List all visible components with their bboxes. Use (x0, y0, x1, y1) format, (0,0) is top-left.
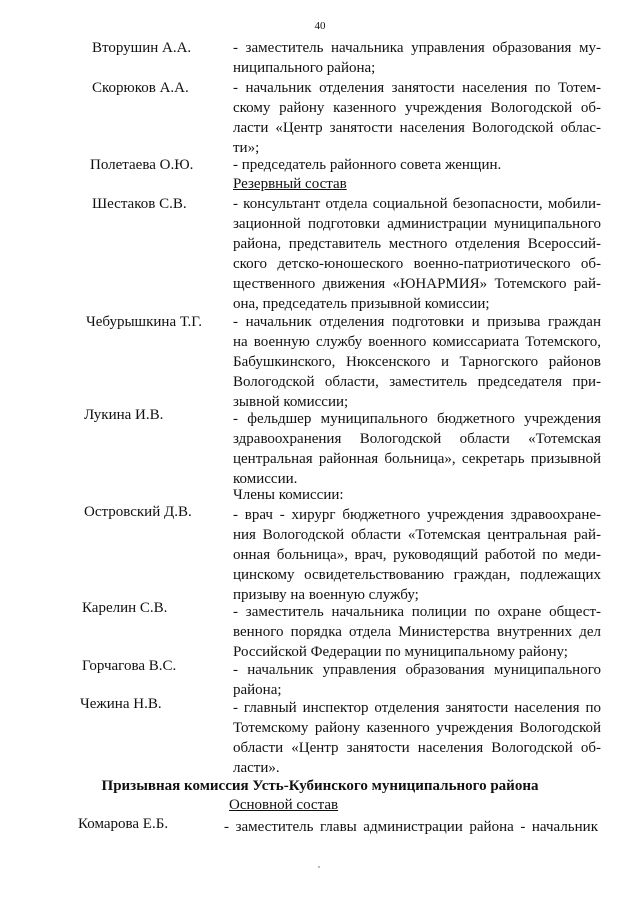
member-description: - заместитель начальника полиции по охране общест- венного порядка отдела Министерства внутренних дел Российской Федерации по муниципальному району; (233, 604, 601, 660)
member-name: Островский Д.В. (84, 504, 192, 520)
member-name: Шестаков С.В. (92, 196, 187, 212)
member-name: Вторушин А.А. (92, 40, 192, 56)
member-name: Полетаева О.Ю. (90, 157, 194, 173)
member-description: - начальник отделения подготовки и призыва граждан на военную службу военного комиссариата Тотемского, Бабушкинского, Нюксенского и Тарногского районов Вологодской области, заместитель председателя при- зывной комиссии; (233, 314, 601, 410)
member-description: - заместитель главы администрации района - начальник (224, 819, 598, 835)
member-description: - начальник отделения занятости населения по Тотем- скому району казенного учреждения Вологодской об- ласти «Центр занятости населения Вологодской облас- ти»; (233, 80, 601, 156)
main-heading: Основной состав (229, 797, 339, 813)
commission-heading: Члены комиссии: (233, 487, 344, 503)
member-description: - начальник управления образования муниципального района; (233, 662, 601, 698)
member-name: Чежина Н.В. (80, 696, 162, 712)
member-description: - врач - хирург бюджетного учреждения здравоохране- ния Вологодской области «Тотемская центральная рай- онная больница», врач, руководящий работой по меди- цинскому освидетельствованию граждан, подлежащих призыву на военную службу; (233, 507, 601, 603)
member-description: - фельдшер муниципального бюджетного учреждения здравоохранения Вологодской области «Тотемская центральная районная больница», секретарь призывной комиссии. (233, 411, 601, 487)
reserve-heading: Резервный состав (233, 176, 347, 192)
page-number: 40 (314, 20, 326, 32)
member-description: - главный инспектор отделения занятости населения по Тотемскому району казенного учреждения Вологодской области «Центр занятости населения Вологодской об- ласти». (233, 700, 601, 776)
section-title: Призывная комиссия Усть-Кубинского муниципального района (101, 778, 539, 794)
member-description: - заместитель начальника управления образования му- ниципального района; (233, 40, 601, 76)
member-name: Лукина И.В. (84, 407, 164, 423)
member-name: Скорюков А.А. (92, 80, 189, 96)
member-name: Чебурышкина Т.Г. (86, 314, 202, 330)
member-name: Комарова Е.Б. (78, 816, 169, 832)
member-description: - консультант отдела социальной безопасности, мобили- зационной подготовки администрации муниципального района, представитель местного отделения Всероссий- ского детско-юношеского военно-патриотического об- щественного движения «ЮНАРМИЯ» Тотемского рай- она, председатель призывной комиссии; (233, 196, 601, 312)
member-name: Горчагова В.С. (82, 658, 177, 674)
member-name: Карелин С.В. (82, 600, 168, 616)
member-description: - председатель районного совета женщин. (233, 157, 502, 173)
scan-speck (318, 866, 320, 868)
